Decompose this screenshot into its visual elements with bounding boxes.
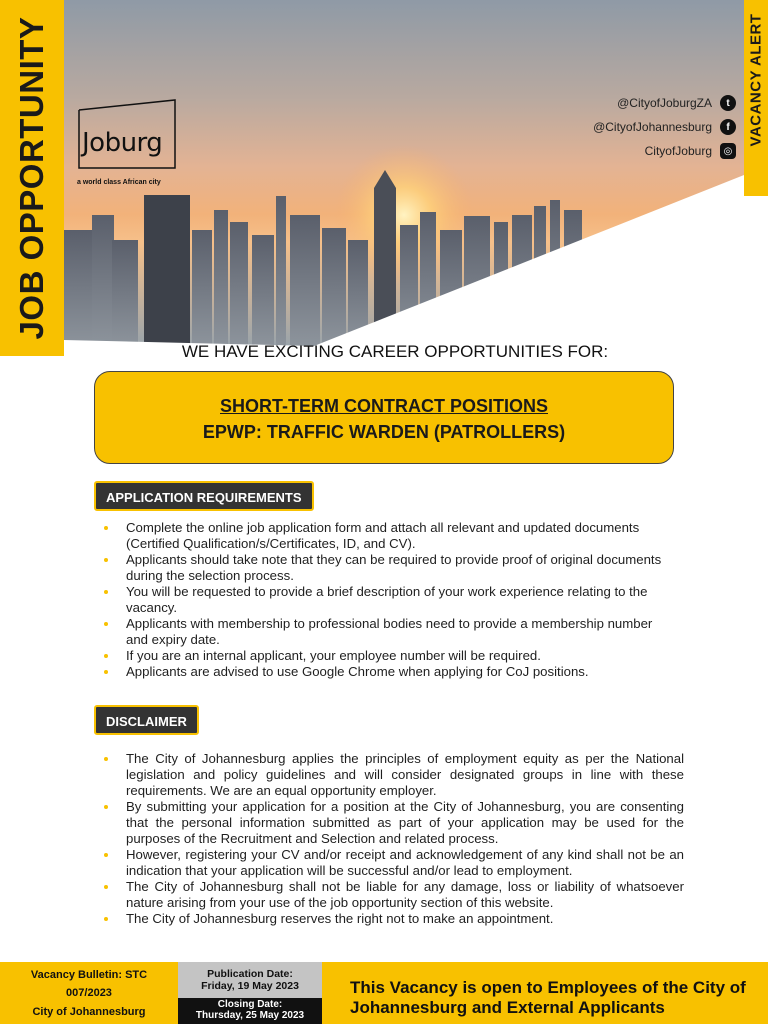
list-item: If you are an internal applicant, your employee number will be required.	[104, 648, 674, 664]
twitter-handle: @CityofJoburgZA	[617, 96, 712, 110]
list-item: By submitting your application for a position at the City of Johannesburg, you are consenting that the personal information submitted as part of your application may be used for the purposes of the Recruitment and Selection and related process.	[104, 799, 684, 847]
list-item: The City of Johannesburg applies the principles of employment equity as per the National legislation and policy guidelines and will consider designated groups in line with these requirements. We are an equal opportunity employer.	[104, 751, 684, 799]
dates-block	[178, 962, 322, 1024]
position-type: SHORT-TERM CONTRACT POSITIONS	[220, 396, 548, 416]
bulletin-label: Vacancy Bulletin: STC	[30, 968, 148, 981]
facebook-icon: f	[720, 119, 736, 135]
instagram-handle: CityofJoburg	[644, 144, 712, 158]
list-item: Applicants are advised to use Google Chrome when applying for CoJ positions.	[104, 664, 674, 680]
closing-date: Thursday, 25 May 2023	[195, 1010, 305, 1021]
intro-heading: WE HAVE EXCITING CAREER OPPORTUNITIES FOR:	[181, 342, 609, 361]
social-handles	[593, 95, 736, 159]
bullet-icon	[104, 670, 108, 674]
disclaimer-list	[104, 751, 684, 927]
position-title-box	[94, 371, 674, 464]
list-item: However, registering your CV and/or receipt and acknowledgement of any kind shall not be an indication that your application will be successful and/or lead to employment.	[104, 847, 684, 879]
requirements-heading: APPLICATION REQUIREMENTS	[94, 481, 314, 511]
closing-date-block	[178, 998, 322, 1024]
bulletin-org: City of Johannesburg	[32, 1005, 146, 1018]
requirements-list	[104, 520, 674, 680]
bulletin-number: 007/2023	[66, 987, 112, 999]
bullet-icon	[104, 917, 108, 921]
twitter-icon: t	[720, 95, 736, 111]
list-item: The City of Johannesburg reserves the right not to make an appointment.	[104, 911, 684, 927]
bullet-icon	[104, 757, 108, 761]
bullet-icon	[104, 654, 108, 658]
social-row-facebook[interactable]	[593, 119, 736, 135]
list-item: Applicants with membership to professional bodies need to provide a membership number and expiry date.	[104, 616, 674, 648]
list-item: The City of Johannesburg shall not be liable for any damage, loss or liability of whatsoever nature arising from your use of the job opportunity section of this website.	[104, 879, 684, 911]
vacancy-bulletin-block	[0, 962, 178, 1024]
bullet-icon	[104, 885, 108, 889]
social-row-twitter[interactable]	[617, 95, 736, 111]
hero-skyline-image	[64, 0, 744, 346]
list-item: Complete the online job application form and attach all relevant and updated documents (Certified Qualification/s/Certificates, ID, and CV).	[104, 520, 674, 552]
vacancy-alert-label: VACANCY ALERT	[747, 13, 765, 147]
social-row-instagram[interactable]	[645, 143, 736, 159]
instagram-icon: ◎	[720, 143, 736, 159]
bullet-icon	[104, 526, 108, 530]
position-title: EPWP: TRAFFIC WARDEN (PATROLLERS)	[202, 422, 566, 442]
bullet-icon	[104, 558, 108, 562]
publication-date-block	[178, 962, 322, 998]
eligibility-notice: This Vacancy is open to Employees of the City of Johannesburg and External Applicants	[322, 962, 768, 1024]
list-item: You will be requested to provide a brief description of your work experience relating to the vacancy.	[104, 584, 674, 616]
job-opportunity-label: JOB OPPORTUNITY	[13, 16, 50, 340]
bullet-icon	[104, 805, 108, 809]
skyline-graphic	[64, 0, 744, 346]
publication-label: Publication Date:	[207, 968, 293, 980]
joburg-logo-wordmark: Joburg	[82, 128, 163, 158]
footer-bar	[0, 962, 768, 1024]
logo-tagline: a world class African city	[77, 179, 161, 186]
publication-date: Friday, 19 May 2023	[201, 980, 299, 992]
bullet-icon	[104, 853, 108, 857]
bullet-icon	[104, 590, 108, 594]
list-item: Applicants should take note that they can be required to provide proof of original documents during the selection process.	[104, 552, 674, 584]
facebook-handle: @CityofJohannesburg	[593, 120, 712, 134]
disclaimer-heading: DISCLAIMER	[94, 705, 199, 735]
closing-label: Closing Date:	[217, 999, 283, 1010]
bullet-icon	[104, 622, 108, 626]
